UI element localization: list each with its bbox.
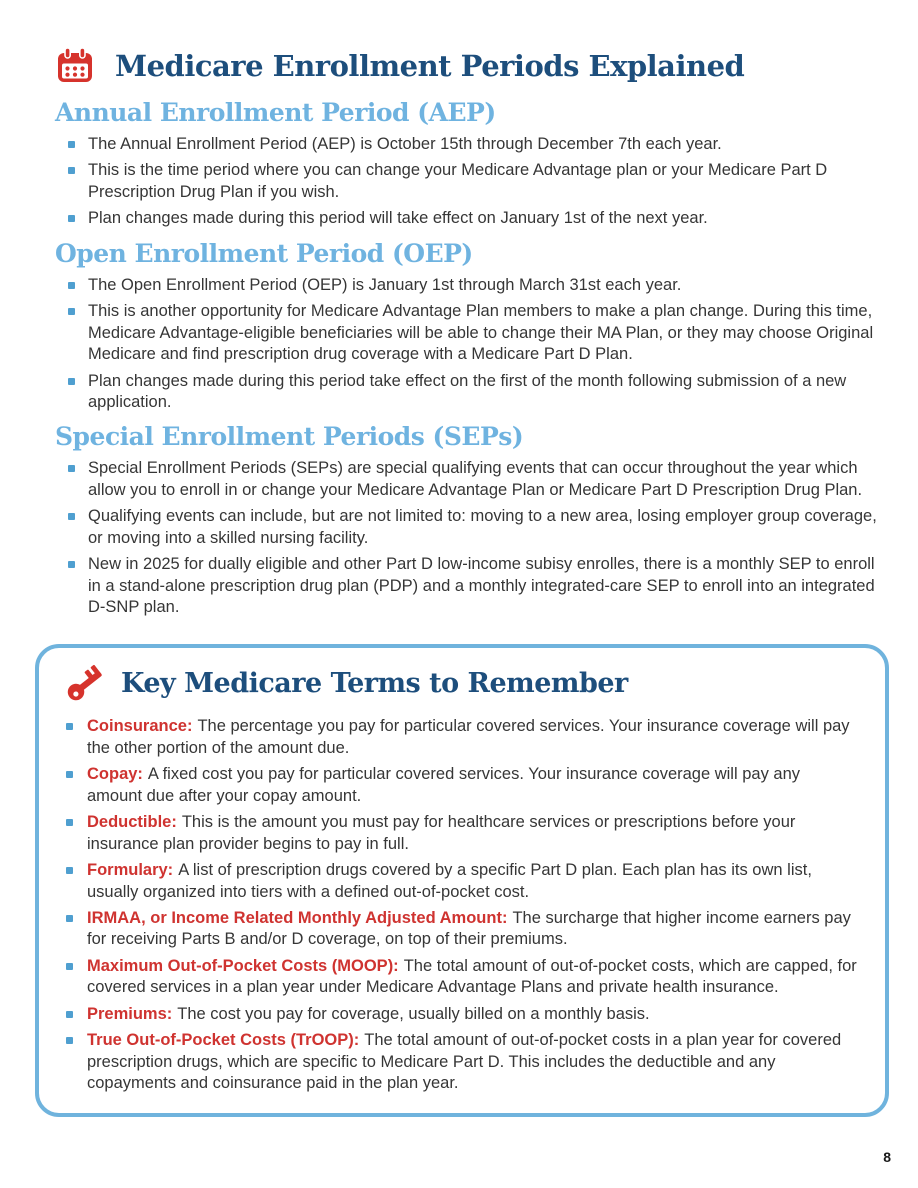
term-label: Copay: bbox=[87, 765, 143, 784]
term-label: Formulary: bbox=[87, 861, 174, 880]
term-label: Coinsurance: bbox=[87, 717, 193, 736]
bullet-square-icon bbox=[66, 915, 73, 922]
list-item bbox=[55, 275, 888, 296]
bullet-square-icon bbox=[66, 867, 73, 874]
bullet-square-icon bbox=[66, 723, 73, 730]
bullet-square-icon bbox=[66, 1037, 73, 1044]
term-definition: This is the amount you must pay for healthcare services or prescriptions before your insurance plan provider begins to pay in full. bbox=[87, 813, 796, 853]
bullet-square-icon bbox=[68, 561, 75, 568]
bullet-square-icon bbox=[66, 771, 73, 778]
list-item bbox=[55, 208, 888, 229]
section-aep bbox=[55, 98, 888, 230]
aep-bullet-list bbox=[55, 134, 888, 230]
list-item bbox=[55, 371, 888, 414]
bullet-square-icon bbox=[66, 819, 73, 826]
bullet-text: Plan changes made during this period will take effect on January 1st of the next year. bbox=[88, 209, 708, 228]
term-definition: The total amount of out-of-pocket costs in a plan year for covered prescription drugs, which are specific to Medicare Part D. This includes the deductible and any copayments and coinsurance paid in the plan year. bbox=[87, 1031, 842, 1092]
section-oep bbox=[55, 239, 888, 414]
bullet-square-icon bbox=[66, 1011, 73, 1018]
terms-box-title: Key Medicare Terms to Remember bbox=[121, 667, 628, 699]
term-label: True Out-of-Pocket Costs (TrOOP): bbox=[87, 1031, 360, 1050]
section-heading-sep: Special Enrollment Periods (SEPs) bbox=[55, 422, 524, 452]
page-title: Medicare Enrollment Periods Explained bbox=[115, 49, 745, 83]
list-item bbox=[55, 458, 888, 501]
bullet-square-icon bbox=[68, 378, 75, 385]
bullet-text: Special Enrollment Periods (SEPs) are special qualifying events that can occur throughout the year which allow you to enroll in or change your Medicare Advantage Plan or Medicare Part D Prescription Drug Plan. bbox=[88, 459, 863, 499]
list-item bbox=[55, 301, 888, 365]
term-label: Deductible: bbox=[87, 813, 177, 832]
bullet-text: New in 2025 for dually eligible and other Part D low-income subisy enrolles, there is a monthly SEP to enroll in a stand-alone prescription drug plan (PDP) and a monthly integrated-care SEP to enroll into an integrated D-SNP plan. bbox=[88, 555, 875, 616]
bullet-text: The Annual Enrollment Period (AEP) is October 15th through December 7th each year. bbox=[88, 135, 722, 153]
bullet-text: Qualifying events can include, but are not limited to: moving to a new area, losing employer group coverage, or moving into a skilled nursing facility. bbox=[88, 507, 877, 547]
term-definition: The cost you pay for coverage, usually billed on a monthly basis. bbox=[177, 1004, 650, 1023]
term-definition: The total amount of out-of-pocket costs, which are capped, for covered services in a plan year under Medicare Advantage Plans and private health insurance. bbox=[87, 956, 857, 997]
term-definition: A list of prescription drugs covered by a specific Part D plan. Each plan has its own list, usually organized into tiers with a defined out-of-pocket cost. bbox=[87, 861, 812, 901]
sep-bullet-list bbox=[55, 458, 888, 618]
term-label: Maximum Out-of-Pocket Costs (MOOP): bbox=[87, 956, 399, 975]
key-icon bbox=[63, 660, 109, 706]
bullet-text: The Open Enrollment Period (OEP) is January 1st through March 31st each year. bbox=[88, 275, 682, 294]
bullet-square-icon bbox=[68, 465, 75, 472]
list-item bbox=[55, 160, 888, 203]
term-item bbox=[63, 1030, 859, 1094]
list-item bbox=[55, 134, 888, 155]
term-item bbox=[63, 812, 859, 855]
bullet-square-icon bbox=[68, 282, 75, 289]
term-item bbox=[63, 908, 859, 951]
term-item bbox=[63, 1004, 859, 1025]
terms-list bbox=[63, 716, 859, 1094]
term-label: IRMAA, or Income Related Monthly Adjusted Amount: bbox=[87, 908, 508, 927]
list-item bbox=[55, 506, 888, 549]
term-item bbox=[63, 716, 859, 759]
term-label: Premiums: bbox=[87, 1004, 173, 1023]
term-definition: A fixed cost you pay for particular covered services. Your insurance coverage will pay any amount due after your copay amount. bbox=[87, 765, 801, 805]
bullet-square-icon bbox=[68, 141, 75, 148]
terms-box-header bbox=[63, 660, 859, 706]
section-heading-aep: Annual Enrollment Period (AEP) bbox=[55, 98, 496, 127]
bullet-text: This is another opportunity for Medicare Advantage Plan members to make a plan change. During this time, Medicare Advantage-eligible beneficiaries will be able to change their MA Plan, or they may choose Original Medicare and find prescription drug coverage with a Medicare Part D Plan. bbox=[88, 302, 874, 364]
section-heading-oep: Open Enrollment Period (OEP) bbox=[55, 238, 473, 268]
term-definition: The surcharge that higher income earners pay for receiving Parts B and/or D coverage, on top of their premiums. bbox=[87, 908, 851, 949]
term-item bbox=[63, 860, 859, 903]
term-item bbox=[63, 956, 859, 999]
bullet-square-icon bbox=[68, 513, 75, 520]
list-item bbox=[55, 554, 888, 618]
page-header bbox=[55, 46, 888, 86]
section-sep bbox=[55, 422, 888, 618]
bullet-text: Plan changes made during this period take effect on the first of the month following submission of a new application. bbox=[88, 371, 847, 411]
oep-bullet-list bbox=[55, 275, 888, 414]
bullet-square-icon bbox=[68, 167, 75, 174]
calendar-icon bbox=[55, 46, 95, 86]
bullet-text: This is the time period where you can change your Medicare Advantage plan or your Medicare Part D Prescription Drug Plan if you wish. bbox=[88, 161, 828, 201]
term-definition: The percentage you pay for particular covered services. Your insurance coverage will pay the other portion of the amount due. bbox=[87, 717, 850, 757]
bullet-square-icon bbox=[66, 963, 73, 970]
page-number: 8 bbox=[883, 1149, 891, 1165]
key-terms-box bbox=[35, 644, 889, 1117]
bullet-square-icon bbox=[68, 308, 75, 315]
term-item bbox=[63, 764, 859, 807]
bullet-square-icon bbox=[68, 215, 75, 222]
